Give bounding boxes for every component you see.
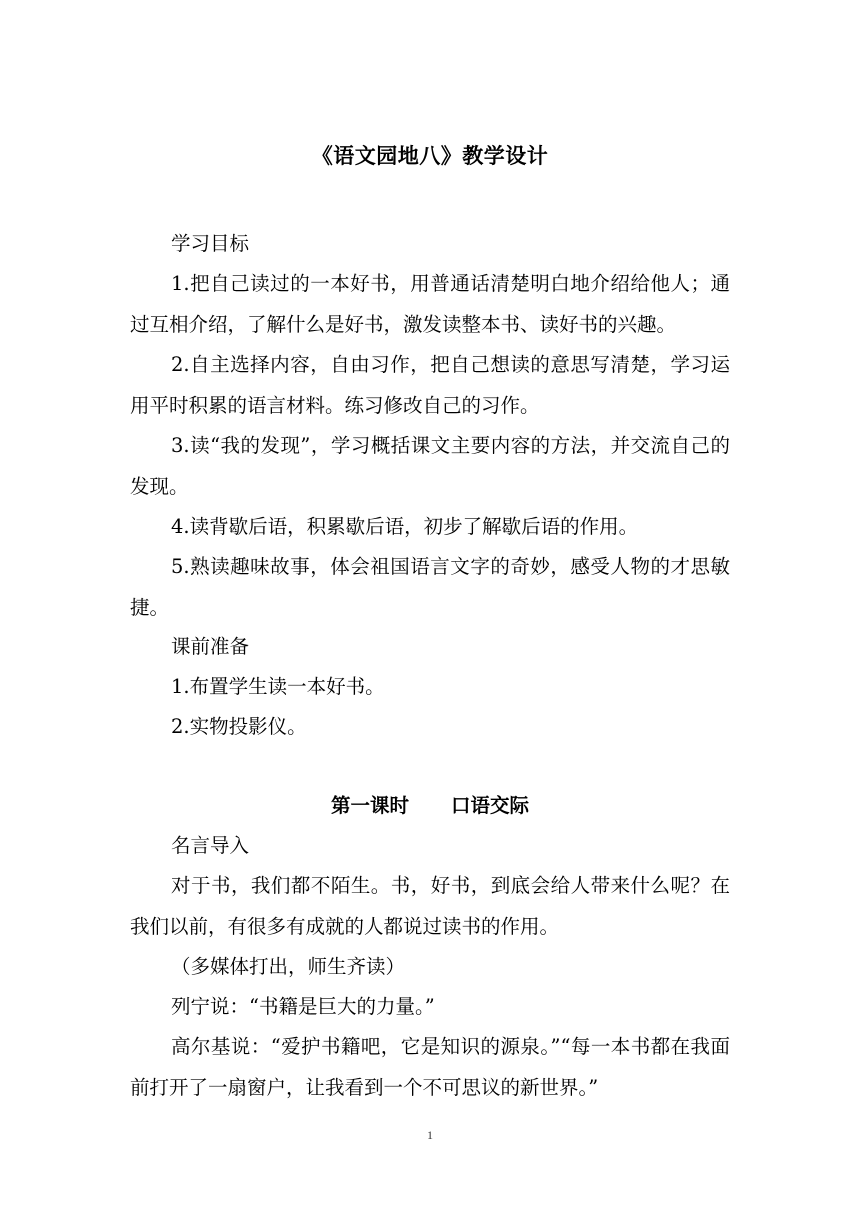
lesson-paragraph-3: 列宁说：“书籍是巨大的力量。” [171, 995, 435, 1018]
lesson-paragraph-2: （多媒体打出，师生齐读） [171, 955, 406, 978]
objective-item-3: 3.读“我的发现”，学习概括课文主要内容的方法，并交流自己的发现。 [130, 434, 730, 498]
objective-item-4: 4.读背歇后语，积累歇后语，初步了解歇后语的作用。 [171, 515, 639, 538]
objectives-heading: 学习目标 [171, 232, 250, 255]
preparation-heading: 课前准备 [171, 635, 250, 658]
lesson-topic: 口语交际 [451, 794, 530, 817]
objective-item-5: 5.熟读趣味故事，体会祖国语言文字的奇妙，感受人物的才思敏捷。 [130, 555, 730, 619]
page-number: 1 [427, 1128, 433, 1142]
lesson-period: 第一课时 [330, 794, 409, 817]
lesson-paragraph-4: 高尔基说：“爱护书籍吧，它是知识的源泉。”“每一本书都在我面前打开了一扇窗户，让我看到一个不可思议的新世界。” [130, 1035, 730, 1099]
objective-item-2: 2.自主选择内容，自由习作，把自己想读的意思写清楚，学习运用平时积累的语言材料。练习修改自己的习作。 [130, 353, 730, 417]
document-title: 《语文园地八》教学设计 [311, 143, 549, 168]
lesson-heading [130, 786, 730, 827]
section-heading: 名言导入 [171, 834, 250, 857]
preparation-item-1: 1.布置学生读一本好书。 [171, 675, 385, 698]
lesson-paragraph-1: 对于书，我们都不陌生。书，好书，到底会给人带来什么呢？在我们以前，有很多有成就的人都说过读书的作用。 [130, 874, 730, 938]
preparation-item-2: 2.实物投影仪。 [171, 715, 307, 738]
objective-item-1: 1.把自己读过的一本好书，用普通话清楚明白地介绍给他人；通过互相介绍，了解什么是好书，激发读整本书、读好书的兴趣。 [130, 272, 730, 336]
